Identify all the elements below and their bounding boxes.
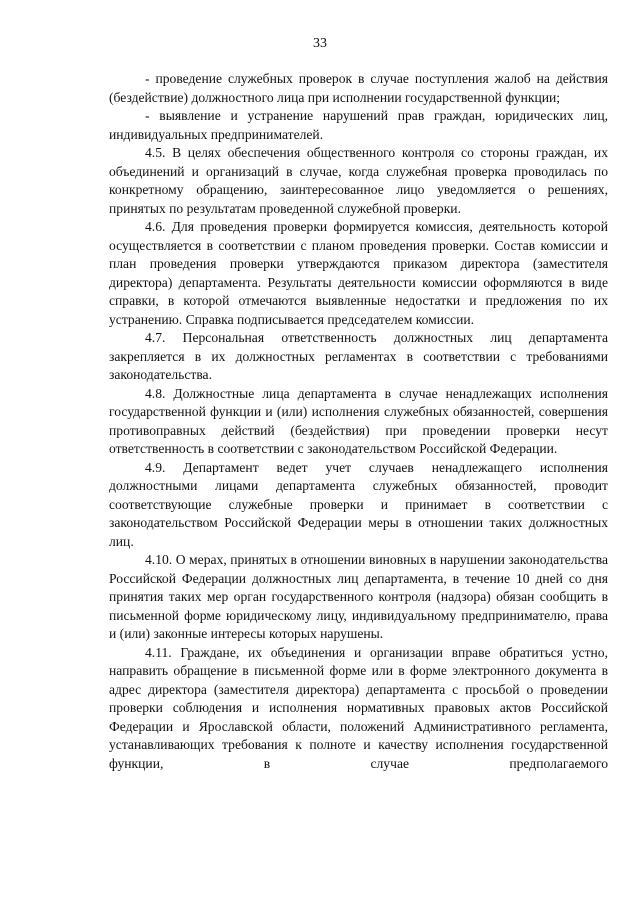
document-body bbox=[109, 70, 608, 773]
paragraph-4-9: 4.9. Департамент ведет учет случаев ненадлежащего исполнения должностными лицами департамента служебных обязанностей, проводит соответствующие служебные проверки и принимает в соответствии с законодательством Российской Федерации меры в отношении таких должностных лиц. bbox=[109, 459, 608, 549]
paragraph-4-6: 4.6. Для проведения проверки формируется комиссия, деятельность которой осуществляется в соответствии с планом проведения проверки. Состав комиссии и план проведения проверки утверждаются приказом директора (заместителя директора) департамента. Результаты деятельности комиссии оформляются в виде справки, в которой отмечаются выявленные недостатки и предложения по их устранению. Справка подписывается председателем комиссии. bbox=[109, 219, 608, 327]
paragraph-item-2: - выявление и устранение нарушений прав граждан, юридических лиц, индивидуальных предпринимателей. bbox=[109, 108, 608, 142]
paragraph-item-1: - проведение служебных проверок в случае поступления жалоб на действия (бездействие) должностного лица при исполнении государственной функции; bbox=[109, 71, 608, 105]
paragraph-4-10: 4.10. О мерах, принятых в отношении виновных в нарушении законодательства Российской Федерации должностных лиц департамента, в течение 10 дней со дня принятия таких мер орган государственного контроля (надзора) обязан сообщить в письменной форме юридическому лицу, индивидуальному предпринимателю, права и (или) законные интересы которых нарушены. bbox=[109, 552, 608, 641]
page-number: 33 bbox=[313, 36, 327, 51]
paragraph-4-8: 4.8. Должностные лица департамента в случае ненадлежащих исполнения государственной функции и (или) исполнения служебных обязанностей, совершения противоправных действий (бездействия) при проведении проверки несут ответственность в соответствии с законодательством Российской Федерации. bbox=[109, 385, 608, 456]
paragraph-4-11: 4.11. Граждане, их объединения и организации вправе обратиться устно, направить обращение в письменной форме или в форме электронного документа в адрес директора (заместителя директора) департамента с просьбой о проведении проверки соблюдения и исполнения нормативных правовых актов Российской Федерации и Ярославской области, положений Административного регламента, устанавливающих требования к полноте и качеству исполнения государственной функции, в случае предполагаемого bbox=[109, 644, 608, 771]
paragraph-4-7: 4.7. Персональная ответственность должностных лиц департамента закрепляется в их должностных регламентах в соответствии с требованиями законодательства. bbox=[109, 330, 608, 382]
paragraph-4-5: 4.5. В целях обеспечения общественного контроля со стороны граждан, их объединений и организаций в случае, когда служебная проверка проводилась по конкретному обращению, заинтересованное лицо уведомляется о решениях, принятых по результатам проведенной служебной проверки. bbox=[109, 145, 608, 216]
